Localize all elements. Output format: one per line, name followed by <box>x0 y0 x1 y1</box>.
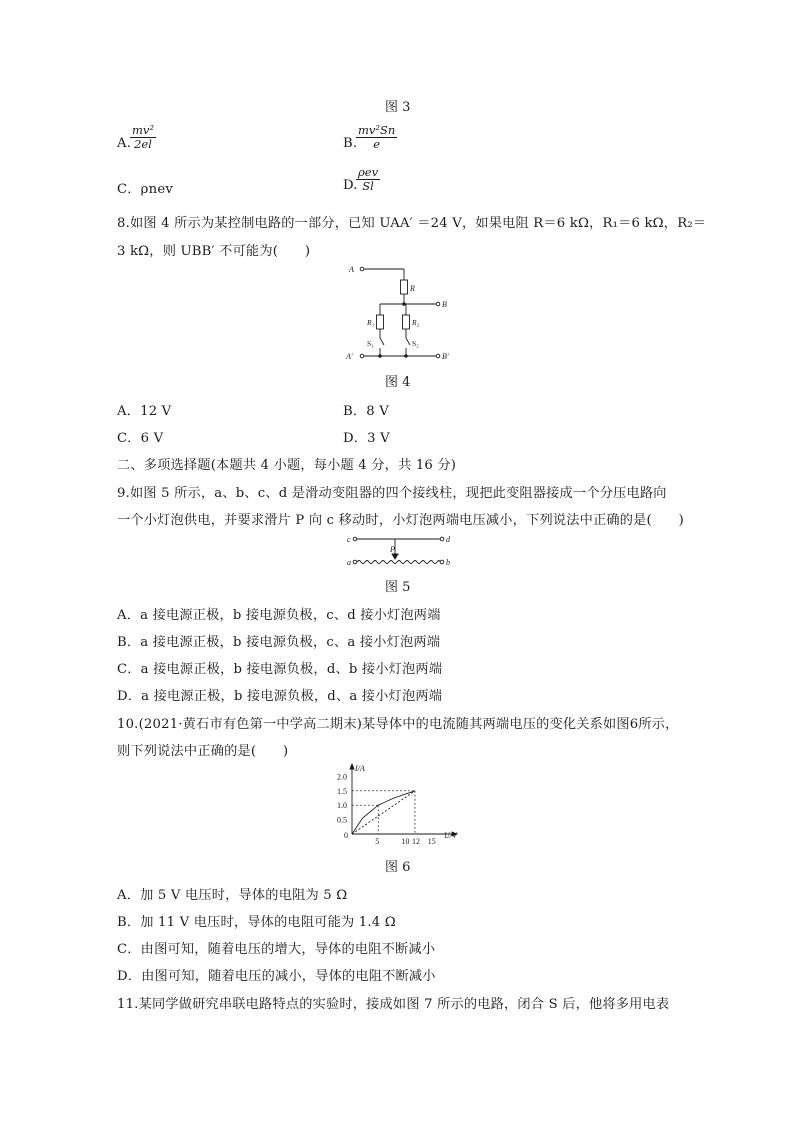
y-tick-label: 1.5 <box>337 786 347 796</box>
q10-stem-line2: 则下列说法中正确的是( ) <box>117 744 289 759</box>
fig4-label-A: A <box>349 265 354 274</box>
q7-option-b-fraction <box>356 124 397 151</box>
fraction-denominator: e <box>373 137 381 151</box>
q8-option-c: C．6 V <box>117 431 164 446</box>
fig6-caption: 图 6 <box>385 860 411 875</box>
fig3-caption: 图 3 <box>385 100 411 115</box>
q7-option-d-fraction <box>356 166 380 193</box>
fig4-label-B: B <box>442 300 447 309</box>
q7-option-d-label: D. <box>343 178 358 193</box>
fig5-label-P: P <box>390 545 395 554</box>
q9-option-a: A．a 接电源正极，b 接电源负极，c、d 接小灯泡两端 <box>117 608 441 623</box>
q7-option-b-label: B. <box>343 136 358 151</box>
q7-option-c: C．ρnev <box>117 182 173 197</box>
q10-option-c: C．由图可知，随着电压的增大，导体的电阻不断减小 <box>117 942 436 957</box>
q9-option-c: C．a 接电源正极，b 接电源负极，d、b 接小灯泡两端 <box>117 662 443 677</box>
q10-option-a: A．加 5 V 电压时，导体的电阻为 5 Ω <box>117 888 348 903</box>
y-axis-label: I/A <box>355 764 365 773</box>
series-line-2 <box>352 791 415 834</box>
fraction-numerator: mv² <box>132 123 155 137</box>
y-tick-label: 0.5 <box>337 815 347 825</box>
section-heading: 二、多项选择题(本题共 4 小题，每小题 4 分，共 16 分) <box>117 458 457 473</box>
x-tick-label: 15 <box>427 837 436 846</box>
fig4-label-B-prime: B′ <box>442 352 449 361</box>
q9-option-d: D．a 接电源正极，b 接电源负极，d、a 接小灯泡两端 <box>117 689 443 704</box>
q7-option-a-label: A. <box>117 136 132 151</box>
fig4-label-S1: S₁ <box>367 339 374 348</box>
q9-stem-line2: 一个小灯泡供电，并要求滑片 P 向 c 移动时，小灯泡两端电压减小，下列说法中正确的是( ) <box>117 513 685 528</box>
fraction-numerator: mv²Sn <box>358 123 396 137</box>
fig4-caption: 图 4 <box>385 375 411 390</box>
fig4-label-A-prime: A′ <box>346 352 353 361</box>
q8-stem-line2: 3 kΩ，则 UBB′ 不可能为( ) <box>117 244 311 259</box>
q8-option-b: B．8 V <box>343 404 389 419</box>
fig5-label-c: c <box>347 535 351 544</box>
origin-label: 0 <box>344 831 348 840</box>
fig5-caption: 图 5 <box>385 580 411 595</box>
fraction-denominator: 2el <box>134 137 152 151</box>
x-tick-label: 5 <box>375 837 380 846</box>
q8-option-a: A．12 V <box>117 404 172 419</box>
fig4-label-R2: R₂ <box>412 318 420 327</box>
x-axis-label: U/V <box>444 831 457 840</box>
fig5-label-b: b <box>446 558 450 567</box>
q11-stem-line1: 11.某同学做研究串联电路特点的实验时，接成如图 7 所示的电路，闭合 S 后，他将多用电表 <box>117 997 670 1012</box>
y-tick-label: 2.0 <box>337 772 347 782</box>
x-tick-label: 10 <box>401 837 410 846</box>
fig5-rheostat-diagram <box>340 532 460 570</box>
fig4-label-R: R <box>410 284 415 293</box>
fig6-iu-chart <box>328 762 468 850</box>
fraction-numerator: ρev <box>358 165 379 179</box>
q7-option-a-fraction <box>130 124 156 151</box>
q10-option-d: D．由图可知，随着电压的减小，导体的电阻不断减小 <box>117 969 436 984</box>
q10-stem-line1: 10.(2021·黄石市有色第一中学高二期末)某导体中的电流随其两端电压的变化关系如图6所示， <box>117 717 679 732</box>
y-tick-label: 1.0 <box>337 801 347 811</box>
y-axis-arrow <box>350 764 354 769</box>
fig5-label-a: a <box>347 558 351 567</box>
q9-stem-line1: 9.如图 5 所示，a、b、c、d 是滑动变阻器的四个接线柱，现把此变阻器接成一个分压电路向 <box>117 486 667 501</box>
fig4-label-R1: R₁ <box>367 318 375 327</box>
q9-option-b: B．a 接电源正极，b 接电源负极，c、a 接小灯泡两端 <box>117 635 441 650</box>
x-tick-label: 12 <box>411 837 420 846</box>
q8-stem-line1: 8.如图 4 所示为某控制电路的一部分，已知 UAA′ ＝24 V，如果电阻 R＝6 kΩ，R₁＝6 kΩ，R₂＝ <box>117 216 707 231</box>
q10-option-b: B．加 11 V 电压时，导体的电阻可能为 1.4 Ω <box>117 915 396 930</box>
fig4-label-S2: S₂ <box>412 339 419 348</box>
q8-option-d: D．3 V <box>343 431 390 446</box>
fig4-circuit-diagram <box>340 262 460 368</box>
fraction-denominator: Sl <box>362 179 374 193</box>
fig5-label-d: d <box>446 535 450 544</box>
